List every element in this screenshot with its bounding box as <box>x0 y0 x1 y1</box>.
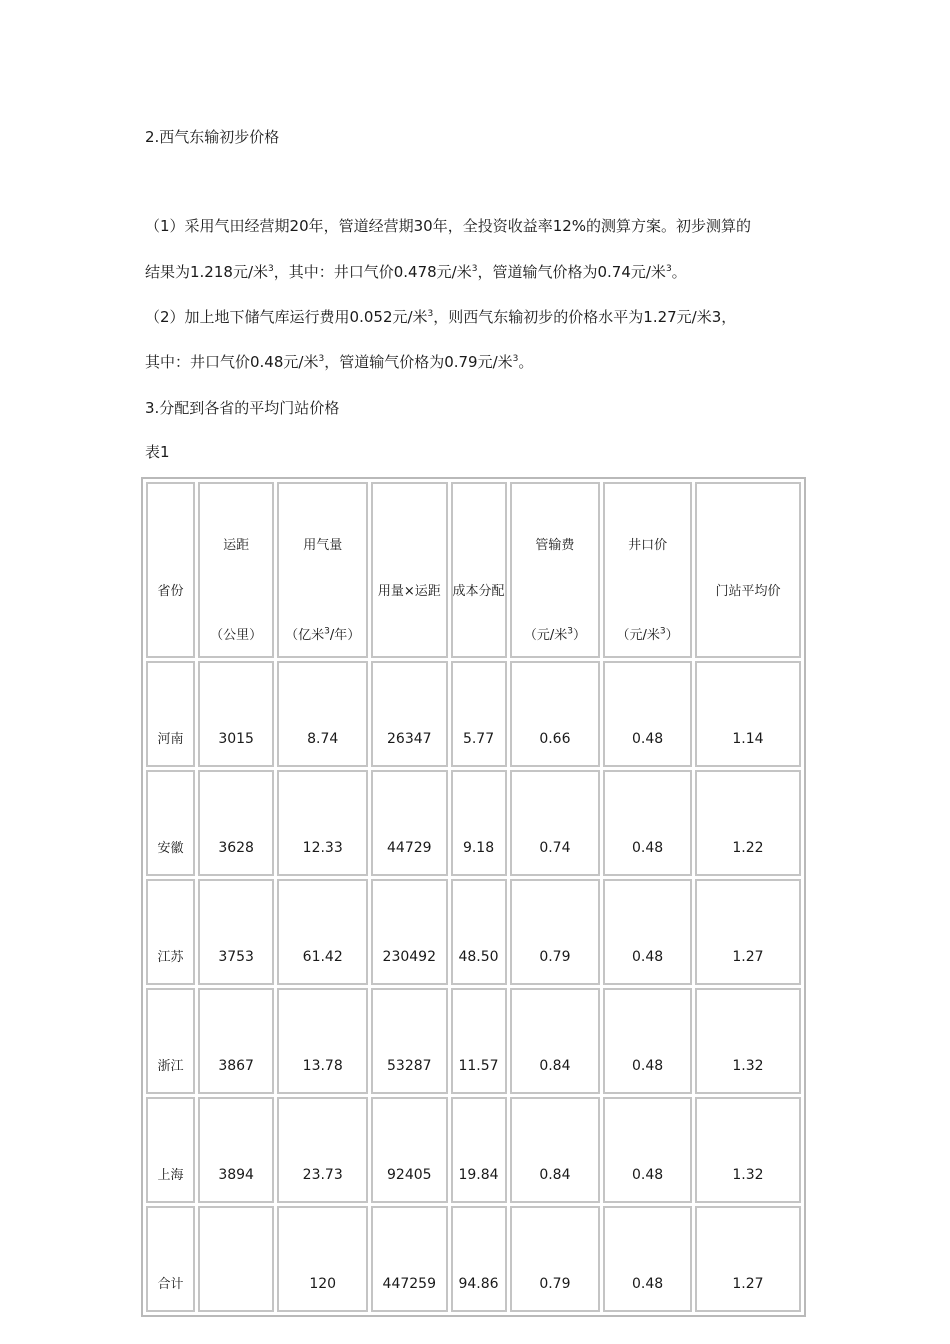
cell-distance: 3894 <box>198 1097 274 1203</box>
cell-cost-allocation: 19.84 <box>451 1097 507 1203</box>
cell-pipeline-fee: 0.84 <box>510 988 601 1094</box>
cell-gate-average-price: 1.14 <box>695 661 801 767</box>
cell-province: 河南 <box>146 661 195 767</box>
superscript: 3 <box>318 354 325 364</box>
cell-distance: 3867 <box>198 988 274 1094</box>
text-span: ，管道输气价格为0.74元/米 <box>477 263 666 281</box>
cell-distance: 3753 <box>198 879 274 985</box>
table-row-total <box>146 1206 801 1312</box>
paragraph-1-line-1: （1）采用气田经营期20年，管道经营期30年，全投资收益率12%的测算方案。初步测算的 <box>145 217 752 235</box>
cell-distance: 3015 <box>198 661 274 767</box>
cell-cost-allocation: 5.77 <box>451 661 507 767</box>
text-span: ，其中：井口气价0.478元/米 <box>273 263 472 281</box>
cell-province: 合计 <box>146 1206 195 1312</box>
cell-pipeline-fee: 0.79 <box>510 879 601 985</box>
text-span: ，管道输气价格为0.79元/米 <box>324 353 513 371</box>
paragraph-2-line-1 <box>145 306 736 327</box>
cell-volume-distance: 53287 <box>371 988 447 1094</box>
header-unit <box>279 624 366 643</box>
cell-wellhead-price: 0.48 <box>603 988 692 1094</box>
section-heading-3: 3.分配到各省的平均门站价格 <box>145 399 340 417</box>
paragraph-2-line-2 <box>145 351 533 372</box>
header-wellhead-price <box>603 482 692 658</box>
header-pipeline-fee <box>510 482 601 658</box>
cell-wellhead-price: 0.48 <box>603 1097 692 1203</box>
text-span: /年） <box>329 628 361 643</box>
superscript: 3 <box>665 264 672 274</box>
superscript: 3 <box>659 626 666 637</box>
header-text: 管输费 <box>535 538 575 553</box>
header-text: 用气量 <box>303 538 343 553</box>
header-distance <box>198 482 274 658</box>
header-text: 成本分配 <box>452 584 505 599</box>
text-span: 。 <box>671 263 687 281</box>
cell-wellhead-price: 0.48 <box>603 661 692 767</box>
cell-volume-distance: 230492 <box>371 879 447 985</box>
cell-distance <box>198 1206 274 1312</box>
table-row <box>146 1097 801 1203</box>
cell-wellhead-price: 0.48 <box>603 1206 692 1312</box>
table-row <box>146 988 801 1094</box>
header-text: 门站平均价 <box>715 584 781 599</box>
text-span: 。 <box>518 353 534 371</box>
cell-volume-distance: 447259 <box>371 1206 447 1312</box>
cell-pipeline-fee: 0.79 <box>510 1206 601 1312</box>
header-text: 井口价 <box>628 538 668 553</box>
text-span: （元/米 <box>523 628 568 643</box>
cell-cost-allocation: 94.86 <box>451 1206 507 1312</box>
header-text: 运距 <box>223 538 250 553</box>
cell-volume-distance: 26347 <box>371 661 447 767</box>
superscript: 3 <box>471 264 478 274</box>
cell-volume-distance: 92405 <box>371 1097 447 1203</box>
superscript: 3 <box>268 264 274 274</box>
cell-cost-allocation: 11.57 <box>451 988 507 1094</box>
cell-gas-volume: 13.78 <box>277 988 368 1094</box>
cell-province: 浙江 <box>146 988 195 1094</box>
header-province <box>146 482 195 658</box>
header-cost-allocation <box>451 482 507 658</box>
header-gas-volume <box>277 482 368 658</box>
header-unit <box>605 624 690 643</box>
text-span: ） <box>572 628 586 643</box>
header-text: 省份 <box>157 584 184 599</box>
cell-gate-average-price: 1.32 <box>695 988 801 1094</box>
cell-gate-average-price: 1.32 <box>695 1097 801 1203</box>
cell-gate-average-price: 1.22 <box>695 770 801 876</box>
cell-wellhead-price: 0.48 <box>603 770 692 876</box>
cell-province: 安徽 <box>146 770 195 876</box>
text-span: （2）加上地下储气库运行费用0.052元/米 <box>145 308 428 326</box>
superscript: 3 <box>567 626 573 637</box>
superscript: 3 <box>427 309 434 319</box>
text-span: （亿米 <box>285 628 325 643</box>
superscript: 3 <box>512 354 519 364</box>
header-text: 用量×运距 <box>377 584 441 599</box>
cell-pipeline-fee: 0.84 <box>510 1097 601 1203</box>
text-span: ，则西气东输初步的价格水平为1.27元/米3， <box>433 308 737 326</box>
table-caption: 表1 <box>145 443 170 461</box>
paragraph-1-line-2 <box>145 261 687 282</box>
cell-province: 江苏 <box>146 879 195 985</box>
superscript: 3 <box>324 626 330 637</box>
table-row <box>146 879 801 985</box>
cell-volume-distance: 44729 <box>371 770 447 876</box>
text-span: 其中：井口气价0.48元/米 <box>145 353 319 371</box>
cell-wellhead-price: 0.48 <box>603 879 692 985</box>
cell-pipeline-fee: 0.74 <box>510 770 601 876</box>
cell-gas-volume: 12.33 <box>277 770 368 876</box>
cell-province: 上海 <box>146 1097 195 1203</box>
price-table <box>141 477 806 1317</box>
header-volume-distance <box>371 482 447 658</box>
table-row <box>146 770 801 876</box>
cell-gate-average-price: 1.27 <box>695 1206 801 1312</box>
cell-gas-volume: 120 <box>277 1206 368 1312</box>
cell-distance: 3628 <box>198 770 274 876</box>
section-heading-2: 2.西气东输初步价格 <box>145 128 280 146</box>
cell-gate-average-price: 1.27 <box>695 879 801 985</box>
cell-gas-volume: 61.42 <box>277 879 368 985</box>
table-row <box>146 661 801 767</box>
text-span: 结果为1.218元/米 <box>145 263 268 281</box>
cell-pipeline-fee: 0.66 <box>510 661 601 767</box>
text-span: （元/米 <box>616 628 660 643</box>
cell-cost-allocation: 9.18 <box>451 770 507 876</box>
table-header-row <box>146 482 801 658</box>
text-span: ） <box>665 628 679 643</box>
cell-gas-volume: 8.74 <box>277 661 368 767</box>
header-unit <box>512 624 599 643</box>
header-unit: （公里） <box>210 628 263 643</box>
header-gate-average-price <box>695 482 801 658</box>
cell-cost-allocation: 48.50 <box>451 879 507 985</box>
cell-gas-volume: 23.73 <box>277 1097 368 1203</box>
